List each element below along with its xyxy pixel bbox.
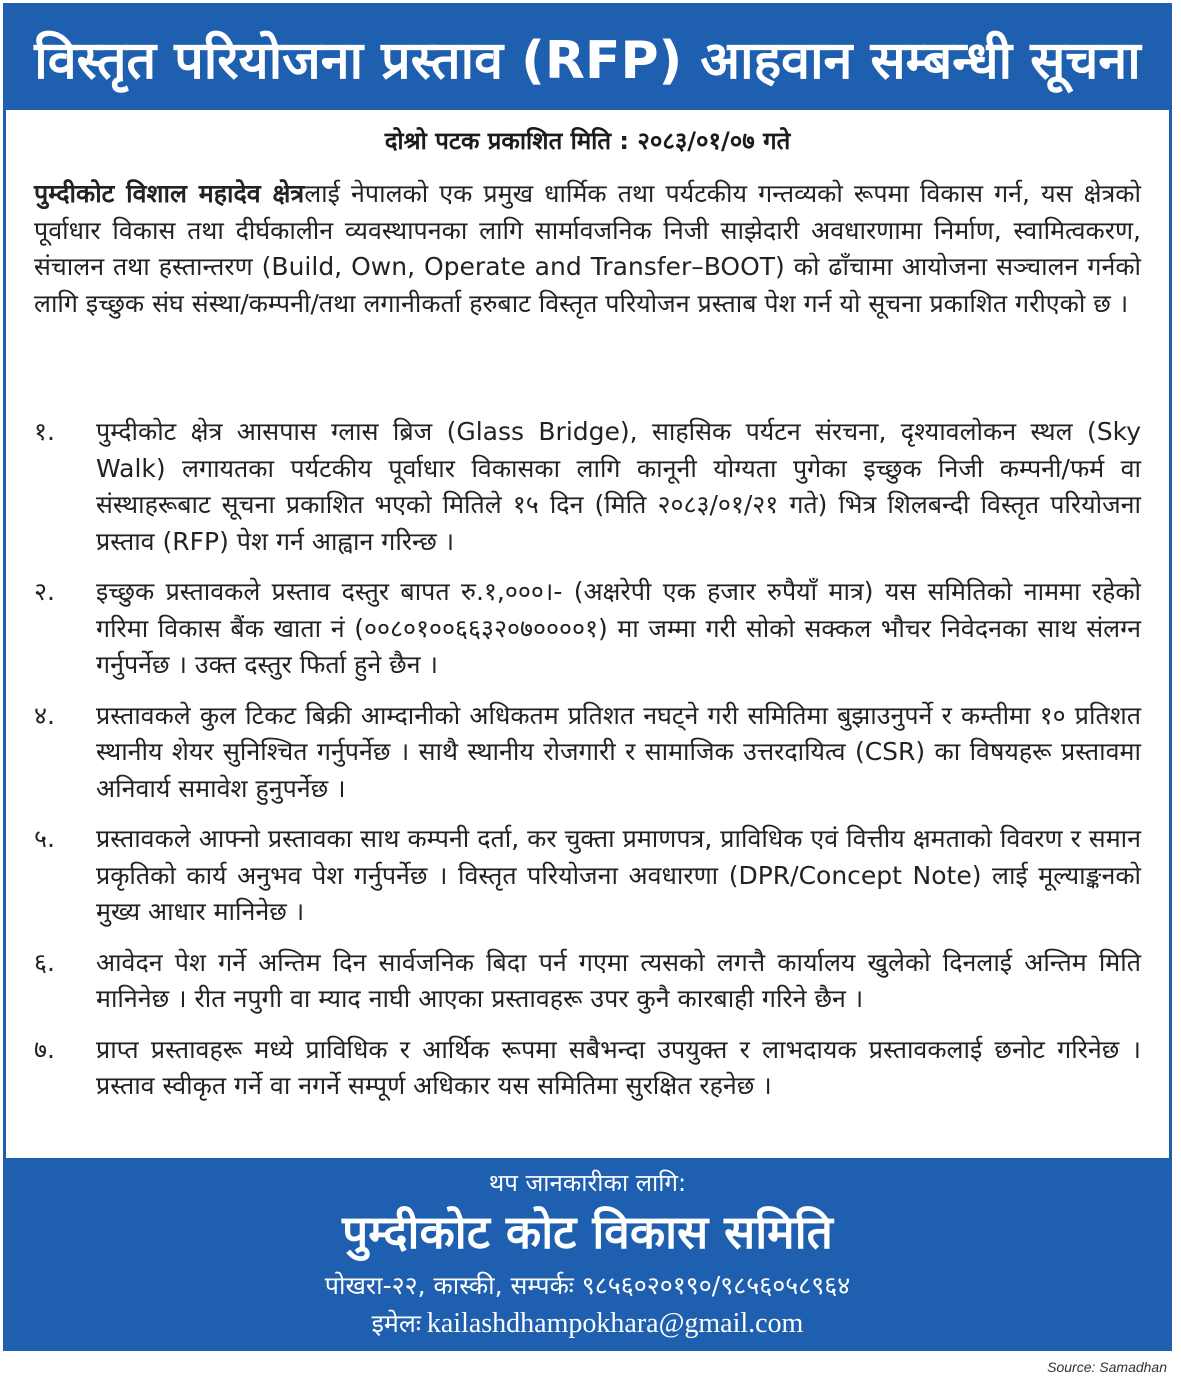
item-text: प्राप्त प्रस्तावहरू मध्ये प्राविधिक र आर्थिक रूपमा सबैभन्दा उपयुक्त र लाभदायक प्रस्तावकलाई छनोट गरिनेछ । प्रस्ताव स्वीकृत गर्ने वा नगर्ने सम्पूर्ण अधिकार यस समितिमा सुरक्षित रहनेछ । <box>96 1034 1141 1100</box>
notice-frame <box>3 3 1172 1351</box>
intro-text: लाई नेपालको एक प्रमुख धार्मिक तथा पर्यटकीय गन्तव्यको रूपमा विकास गर्न, यस क्षेत्रको पूर्वाधार विकास तथा दीर्घकालीन व्यवस्थापनका लागि सार्मावजनिक निजी साझेदारी अवधारणामा निर्माण, स्वामित्वकरण, संचालन तथा हस्तान्तरण (Build, Own, Operate and Transfer–BOOT) को ढाँचामा आयोजना सञ्चालन गर्नको लागि इच्छुक संघ संस्था/कम्पनी/तथा लगानीकर्ता हरुबाट विस्तृत परियोजन प्रस्ताब पेश गर्न यो सूचना प्रकाशित गरीएको छ । <box>34 179 1141 318</box>
footer-lead: थप जानकारीका लागि: <box>488 1169 687 1197</box>
item-text: पुम्दीकोट क्षेत्र आसपास ग्लास ब्रिज (Glass Bridge), साहसिक पर्यटन संरचना, दृश्यावलोकन स्थल (Sky Walk) लगायतका पर्यटकीय पूर्वाधार विकासका लागि कानूनी योग्यता पुगेका इच्छुक निजी कम्पनी/फर्म वा संस्थाहरूबाट सूचना प्रकाशित भएको मितिले १५ दिन (मिति २०८३/०१/२१ गते) भित्र शिलबन्दी विस्तृत परियोजना प्रस्ताव (RFP) पेश गर्न आह्वान गरिन्छ । <box>96 417 1141 556</box>
item-text: इच्छुक प्रस्तावकले प्रस्ताव दस्तुर बापत रु.१,०००।- (अक्षरेपी एक हजार रुपैयाँ मात्र) यस समितिको नाममा रहेको गरिमा विकास बैंक खाता नं (००८०१००६६३२०७००००१) मा जम्मा गरी सोको सक्कल भौचर निवेदनका साथ संलग्न गर्नुपर्नेछ । उक्त दस्तुर फिर्ता हुने छैन । <box>96 577 1141 679</box>
list-item <box>34 414 1141 560</box>
list-item <box>34 821 1141 931</box>
notice-title: विस्तृत परियोजना प्रस्ताव (RFP) आहवान सम्बन्धी सूचना <box>34 30 1141 91</box>
item-number: ५. <box>34 824 55 853</box>
source-credit: Source: Samadhan <box>1047 1359 1167 1375</box>
organization-name: पुम्दीकोट कोट विकास समिति <box>342 1205 833 1259</box>
list-item <box>34 945 1141 1018</box>
intro-paragraph <box>34 176 1141 322</box>
email-line <box>6 1306 1169 1340</box>
item-number: ६. <box>34 947 55 977</box>
list-item <box>34 574 1141 684</box>
item-text: आवेदन पेश गर्ने अन्तिम दिन सार्वजनिक बिदा पर्न गएमा त्यसको लगत्तै कार्यालय खुलेको दिनलाई अन्तिम मिति मानिनेछ । रीत नपुगी वा म्याद नाघी आएका प्रस्तावहरू उपर कुनै कारबाही गरिने छैन । <box>96 947 1141 1013</box>
notice-items <box>34 414 1141 1119</box>
title-banner <box>6 6 1169 110</box>
item-number: ७. <box>34 1034 55 1064</box>
list-item <box>34 1032 1141 1105</box>
publish-date-line: दोश्रो पटक प्रकाशित मिति : २०८३/०१/०७ गते <box>384 127 791 155</box>
item-number: २. <box>34 577 55 606</box>
item-number: १. <box>34 417 55 446</box>
item-text: प्रस्तावकले कुल टिकट बिक्री आम्दानीको अधिकतम प्रतिशत नघट्ने गरी समितिमा बुझाउनुपर्ने र कम्तीमा १० प्रतिशत स्थानीय शेयर सुनिश्चित गर्नुपर्नेछ । साथै स्थानीय रोजगारी र सामाजिक उत्तरदायित्व (CSR) का विषयहरू प्रस्तावमा अनिवार्य समावेश हुनुपर्नेछ । <box>96 700 1141 803</box>
email-address[interactable]: kailashdhampokhara@gmail.com <box>426 1308 804 1339</box>
email-label: इमेलः <box>371 1309 421 1338</box>
list-item <box>34 698 1141 808</box>
contact-line: पोखरा-२२, कास्की, सम्पर्कः ९८५६०२०१९०/९८५६०५८९६४ <box>324 1271 851 1300</box>
item-number: ४. <box>34 700 55 730</box>
contact-footer <box>6 1158 1169 1348</box>
item-text: प्रस्तावकले आफ्नो प्रस्तावका साथ कम्पनी दर्ता, कर चुक्ता प्रमाणपत्र, प्राविधिक एवं वित्तीय क्षमताको विवरण र समान प्रकृतिको कार्य अनुभव पेश गर्नुपर्नेछ । विस्तृत परियोजना अवधारणा (DPR/Concept Note) लाई मूल्याङ्कनको मुख्य आधार मानिनेछ । <box>96 824 1141 926</box>
intro-bold-location: पुम्दीकोट विशाल महादेव क्षेत्र <box>34 179 305 208</box>
